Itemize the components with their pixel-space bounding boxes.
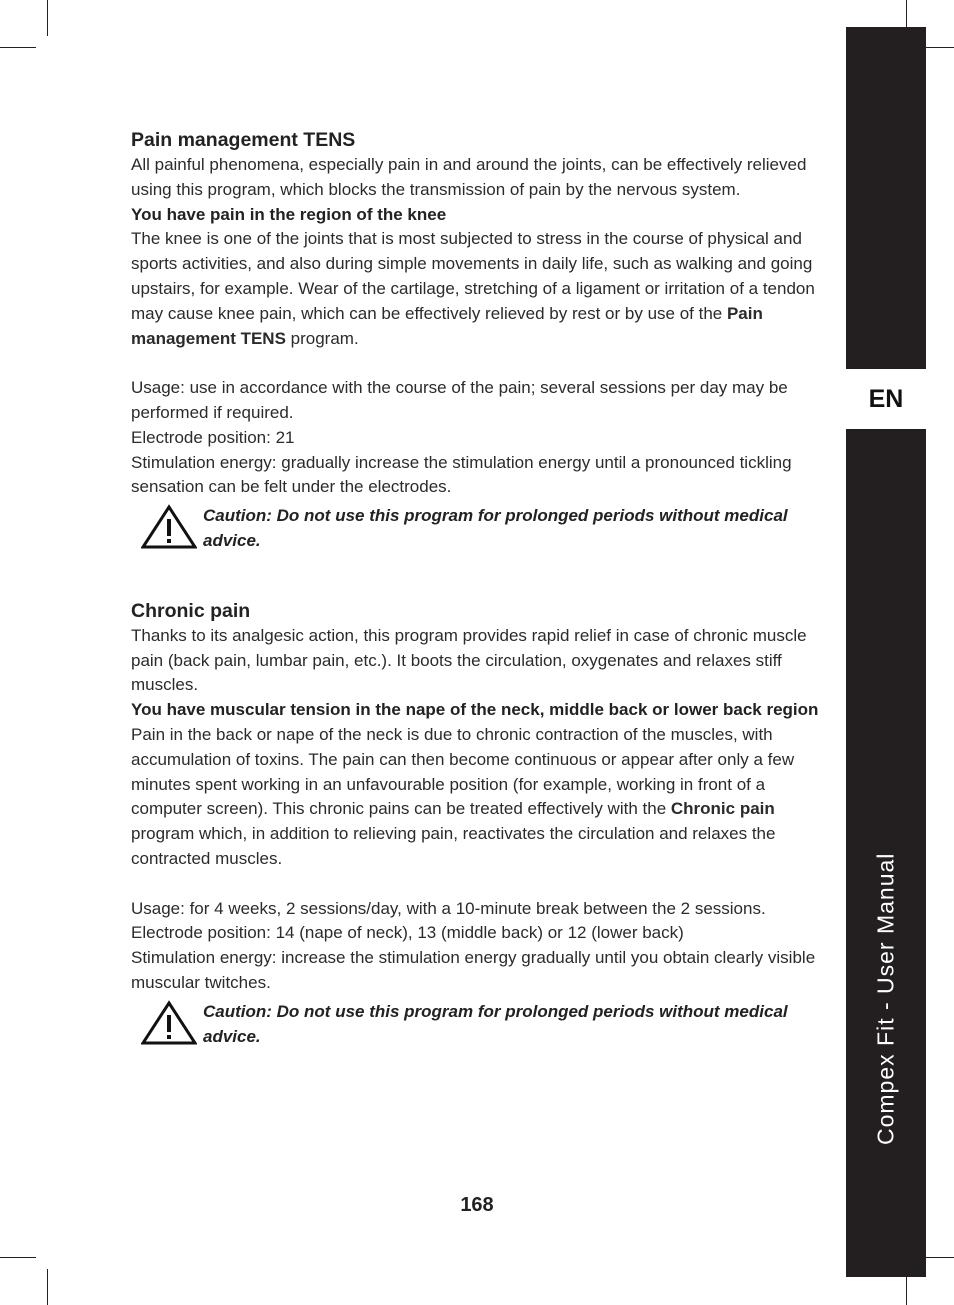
electrode-position: Electrode position: 21 [131, 427, 295, 447]
usage-text: Usage: use in accordance with the course of the pain; several sessions per day may be performed if required. [131, 378, 788, 422]
manual-title-area [846, 429, 926, 1277]
language-tab: EN [868, 384, 904, 413]
crop-mark [0, 1257, 36, 1258]
sidebar-top-block [846, 27, 926, 369]
section-subtitle: You have pain in the region of the knee [131, 204, 447, 224]
program-name: Chronic pain [670, 799, 775, 819]
page-content [131, 127, 821, 1049]
section-title: Chronic pain [131, 599, 251, 622]
section-body: Pain in the back or nape of the neck is due to chronic contraction of the muscles, with accumulation of toxins. The pain can then become continuous or appear after only a few minutes spent working in an unfavourable position (for example, working in front of a computer screen). This chronic pains can be treated effectively with the Chronic pain program which, in addition to relieving pain, reactivates the circulation and relaxes the contracted muscles. [131, 724, 795, 868]
crop-mark [47, 0, 48, 36]
manual-title: Compex Fit - User Manual [872, 852, 899, 1145]
page-number: 168 [460, 1194, 494, 1216]
caution-box [131, 1000, 821, 1050]
section-intro: Thanks to its analgesic action, this program provides rapid relief in case of chronic muscle pain (back pain, lumbar pain, etc.). It boots the circulation, oxygenates and relaxes stiff muscles. [131, 625, 807, 695]
program-name: Pain management TENS [131, 303, 763, 348]
warning-icon [141, 1000, 197, 1046]
section-title: Pain management TENS [131, 129, 356, 151]
stimulation-energy: Stimulation energy: gradually increase the stimulation energy until a pronounced tickling sensation can be felt under the electrodes. [131, 452, 792, 497]
section-subtitle: You have muscular tension in the nape of the neck, middle back or lower back region [131, 700, 819, 720]
warning-icon [141, 504, 197, 550]
section-body: The knee is one of the joints that is most subjected to stress in the course of physical and sports activities, and also during simple movements in daily life, such as walking and going upstairs, for example. Wear of the cartilage, stretching of a ligament or irritation of a tendon may cause knee pain, which can be effectively relieved by rest or by use of the Pain management TENS program. [131, 229, 815, 348]
section-pain-management-tens [131, 127, 821, 554]
electrode-position: Electrode position: 14 (nape of neck), 13 (middle back) or 12 (lower back) [131, 923, 684, 943]
crop-mark [0, 47, 36, 48]
section-chronic-pain [131, 598, 821, 1050]
stimulation-energy: Stimulation energy: increase the stimulation energy gradually until you obtain clearly visible muscular twitches. [131, 948, 816, 992]
caution-box [131, 504, 821, 554]
section-intro: All painful phenomena, especially pain in and around the joints, can be effectively relieved using this program, which blocks the transmission of pain by the nervous system. [131, 155, 807, 199]
caution-text: Caution: Do not use this program for prolonged periods without medical advice. [203, 506, 788, 550]
caution-text: Caution: Do not use this program for prolonged periods without medical advice. [203, 1001, 788, 1046]
usage-text: Usage: for 4 weeks, 2 sessions/day, with a 10-minute break between the 2 sessions. [131, 898, 766, 918]
crop-mark [47, 1269, 48, 1305]
